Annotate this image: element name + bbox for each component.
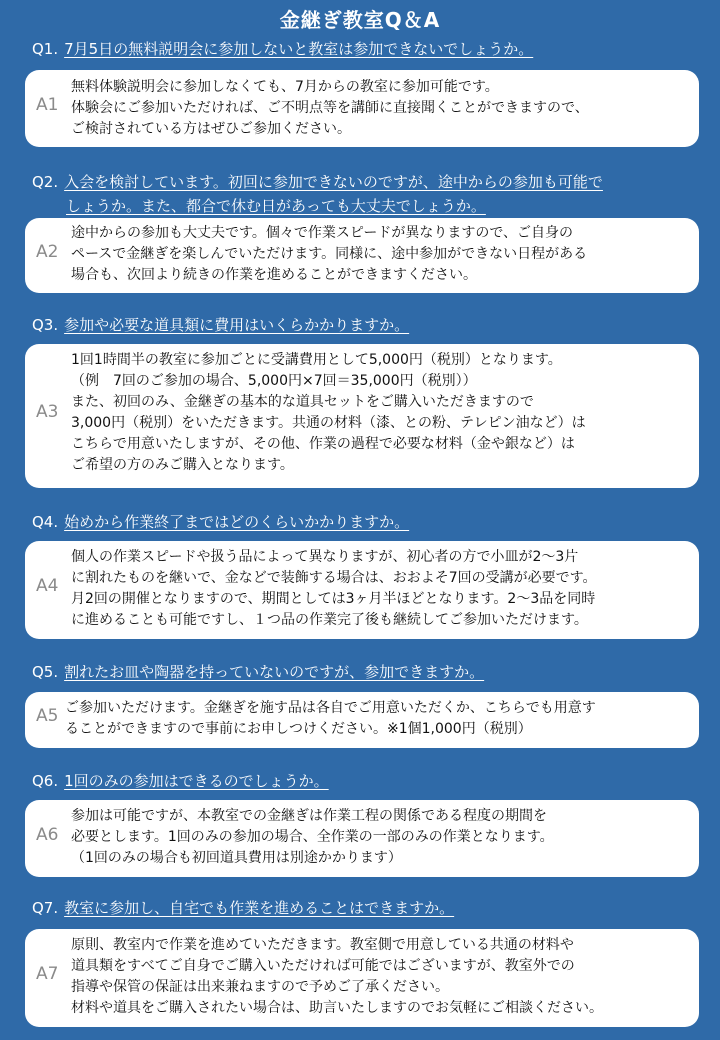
answer-line: 必要とします。1回のみの参加の場合、全作業の一部のみの作業となります。 bbox=[71, 829, 554, 845]
answer-line: 材料や道具をご購入されたい場合は、助言いたしますのでお気軽にご相談ください。 bbox=[71, 1000, 603, 1016]
answer-line: （例 7回のご参加の場合、5,000円×7回＝35,000円（税別）） bbox=[71, 373, 477, 389]
answer-line: 参加は可能ですが、本教室での金継ぎは作業工程の関係である程度の期間を bbox=[71, 808, 547, 824]
question-5 bbox=[32, 660, 484, 684]
answer-line: 場合も、次回より続きの作業を進めることができますください。 bbox=[71, 267, 477, 283]
answer-line: ペースで金継ぎを楽しんでいただけます。同様に、途中参加ができない日程がある bbox=[71, 246, 588, 262]
answer-line: 無料体験説明会に参加しなくても、7月からの教室に参加可能です。 bbox=[71, 79, 499, 95]
answer-text bbox=[71, 935, 695, 1019]
question-2 bbox=[32, 170, 603, 218]
answer-text bbox=[71, 77, 695, 140]
question-label: Q2. bbox=[32, 173, 59, 191]
question-label: Q4. bbox=[32, 513, 59, 531]
answer-line: ご検討されている方はぜひご参加ください。 bbox=[71, 121, 351, 137]
answer-line: に割れたものを継いで、金などで装飾する場合は、おおよそ7回の受講が必要です。 bbox=[71, 570, 597, 586]
answer-text bbox=[71, 223, 695, 286]
answer-line: 月2回の開催となりますので、期間としては3ヶ月半ほどとなります。2～3品を同時 bbox=[71, 591, 596, 607]
question-label: Q6. bbox=[32, 772, 59, 790]
answer-line: ることができますので事前にお申しつけください。※1個1,000円（税別） bbox=[65, 721, 532, 737]
answer-line: 3,000円（税別）をいただきます。共通の材料（漆、との粉、テレピン油など）は bbox=[71, 415, 586, 431]
answer-label: A5 bbox=[36, 706, 59, 726]
question-label: Q5. bbox=[32, 663, 59, 681]
answer-label: A2 bbox=[36, 242, 59, 262]
answer-label: A6 bbox=[36, 825, 59, 845]
question-4 bbox=[32, 510, 409, 534]
answer-label: A4 bbox=[36, 576, 59, 596]
question-text: 7月5日の無料説明会に参加しないと教室は参加できないでしょうか。 bbox=[64, 40, 534, 58]
answer-box-1 bbox=[25, 70, 699, 147]
answer-text bbox=[65, 698, 695, 740]
question-label: Q1. bbox=[32, 40, 59, 58]
answer-box-5 bbox=[25, 692, 699, 748]
answer-box-7 bbox=[25, 929, 699, 1027]
answer-line: （1回のみの場合も初回道具費用は別途かかります） bbox=[71, 850, 402, 866]
answer-line: 個人の作業スピードや扱う品によって異なりますが、初心者の方で小皿が2～3片 bbox=[71, 549, 579, 565]
answer-text bbox=[71, 547, 695, 631]
question-text: 入会を検討しています。初回に参加できないのですが、途中からの参加も可能で bbox=[64, 173, 603, 191]
answer-line: 体験会にご参加いただければ、ご不明点等を講師に直接聞くことができますので、 bbox=[71, 100, 589, 116]
answer-label: A3 bbox=[36, 402, 59, 422]
page-title: 金継ぎ教室Q＆A bbox=[279, 8, 441, 32]
answer-text bbox=[71, 350, 695, 476]
question-7 bbox=[32, 896, 454, 920]
answer-line: こちらで用意いたしますが、その他、作業の過程で必要な材料（金や銀など）は bbox=[71, 436, 575, 452]
answer-line: に進めることも可能ですし、１つ品の作業完了後も継続してご参加いただけます。 bbox=[71, 612, 588, 628]
answer-box-6 bbox=[25, 800, 699, 877]
question-text: 1回のみの参加はできるのでしょうか。 bbox=[64, 772, 329, 790]
answer-line: 指導や保管の保証は出来兼ねますので予めご了承ください。 bbox=[71, 979, 449, 995]
question-text: 割れたお皿や陶器を持っていないのですが、参加できますか。 bbox=[64, 663, 485, 681]
question-1 bbox=[32, 37, 533, 61]
question-text: 始めから作業終了まではどのくらいかかりますか。 bbox=[64, 513, 410, 531]
answer-text bbox=[71, 806, 695, 869]
answer-label: A1 bbox=[36, 95, 59, 115]
answer-line: 道具類をすべてご自身でご購入いただければ可能ではございますが、教室外での bbox=[71, 958, 575, 974]
answer-label: A7 bbox=[36, 964, 59, 984]
question-3 bbox=[32, 313, 409, 337]
question-text: 教室に参加し、自宅でも作業を進めることはできますか。 bbox=[64, 899, 455, 917]
answer-line: 1回1時間半の教室に参加ごとに受講費用として5,000円（税別）となります。 bbox=[71, 352, 562, 368]
question-6 bbox=[32, 769, 329, 793]
answer-line: 途中からの参加も大丈夫です。個々で作業スピードが異なりますので、ご自身の bbox=[71, 225, 574, 241]
question-text: 参加や必要な道具類に費用はいくらかかりますか。 bbox=[64, 316, 410, 334]
answer-line: ご希望の方のみご購入となります。 bbox=[71, 457, 294, 473]
answer-box-4 bbox=[25, 541, 699, 639]
answer-line: ご参加いただけます。金継ぎを施す品は各自でご用意いただくか、こちらでも用意す bbox=[65, 700, 596, 716]
answer-line: 原則、教室内で作業を進めていただきます。教室側で用意している共通の材料や bbox=[71, 937, 574, 953]
answer-line: また、初回のみ、金継ぎの基本的な道具セットをご購入いただきますので bbox=[71, 394, 534, 410]
answer-box-3 bbox=[25, 344, 699, 488]
question-label: Q3. bbox=[32, 316, 59, 334]
question-label: Q7. bbox=[32, 899, 59, 917]
answer-box-2 bbox=[25, 218, 699, 293]
question-text-continued: しょうか。また、都合で休む日があっても大丈夫でしょうか。 bbox=[66, 197, 486, 215]
